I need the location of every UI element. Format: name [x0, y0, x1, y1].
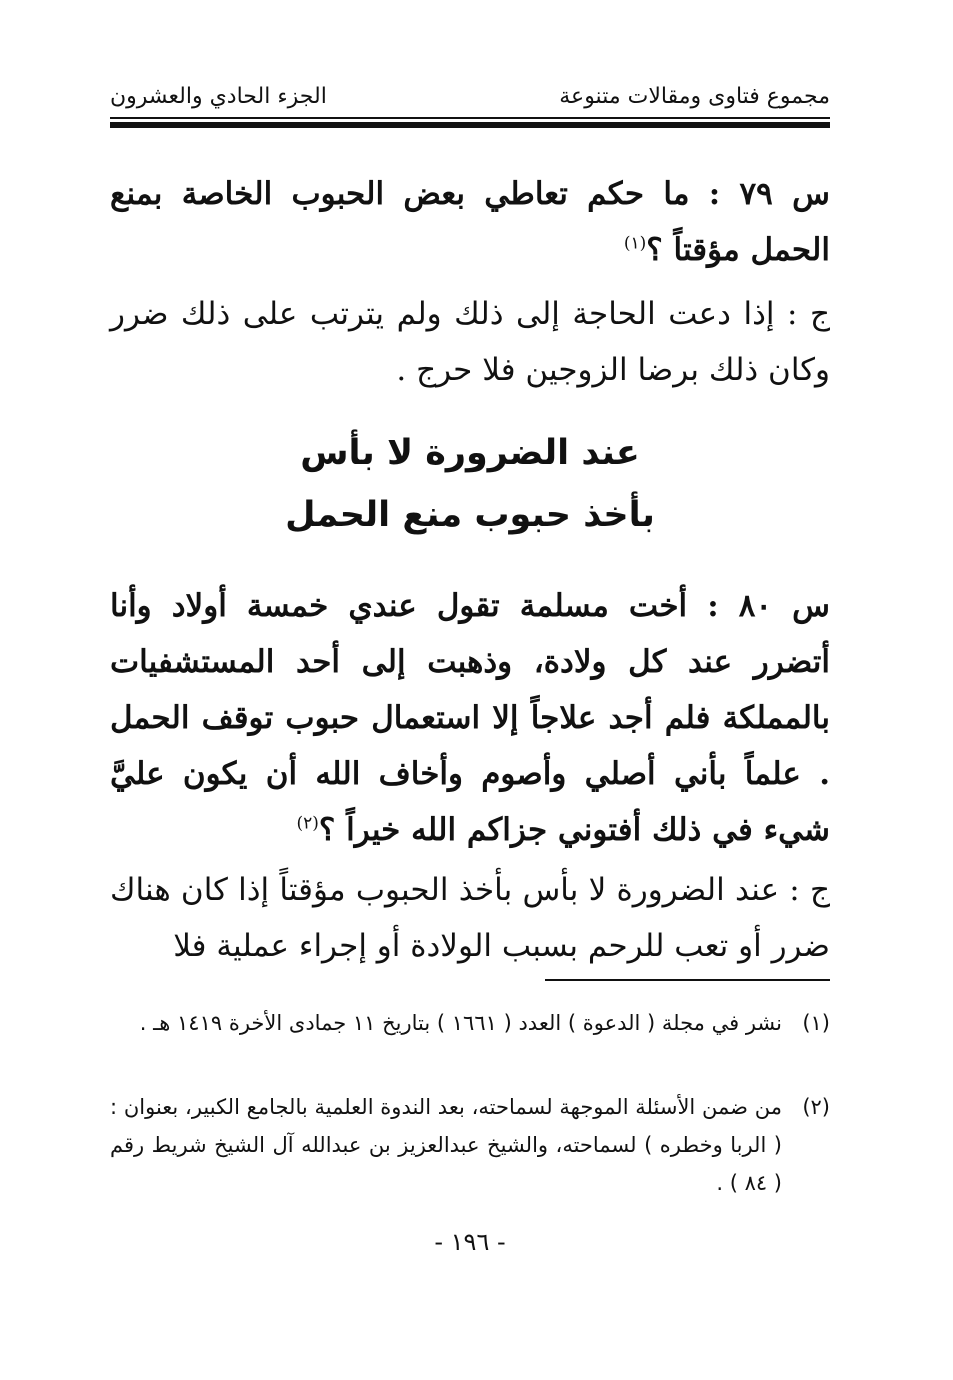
running-header — [110, 84, 830, 120]
footnote-2 — [110, 1088, 830, 1202]
footnote-1 — [110, 1004, 830, 1042]
question-79 — [110, 166, 830, 278]
book-title: مجموع فتاوى ومقالات متنوعة — [559, 84, 830, 109]
section-title-line-2: بأخذ حبوب منع الحمل — [285, 495, 655, 535]
question-80 — [110, 578, 830, 858]
question-80-text: س ٨٠ : أخت مسلمة تقول عندي خمسة أولاد وأنا أتضرر عند كل ولادة، وذهبت إلى أحد المستشفيات بالمملكة فلم أجد علاجاً إلا استعمال حبوب توقف الحمل . علماً بأني أصلي وأصوم وأخاف الله أن يكون عليَّ شيء في ذلك أفتوني جزاكم الله خيراً ؟ — [110, 588, 830, 848]
section-title — [110, 422, 830, 546]
header-rule-thick — [110, 122, 830, 128]
answer-79: ج : إذا دعت الحاجة إلى ذلك ولم يترتب على ذلك ضرر وكان ذلك برضا الزوجين فلا حرج . — [110, 296, 830, 388]
section-title-line-1: عند الضرورة لا بأس — [300, 433, 640, 473]
footnote-1-text: نشر في مجلة ( الدعوة ) العدد ( ١٦٦١ ) بتاريخ ١١ جمادى الأخرة ١٤١٩ هـ . — [139, 1011, 782, 1035]
footnote-ref-1: (١) — [623, 233, 647, 254]
question-80-block — [110, 578, 830, 974]
volume-label: الجزء الحادي والعشرون — [110, 84, 327, 109]
question-79-text: س ٧٩ : ما حكم تعاطي بعض الحبوب الخاصة بمنع الحمل مؤقتاً ؟ — [110, 176, 830, 268]
footnote-separator — [545, 979, 830, 981]
footnote-2-text: من ضمن الأسئلة الموجهة لسماحته، بعد الندوة العلمية بالجامع الكبير، بعنوان : ( الربا وخطره ) لسماحته، والشيخ عبدالعزيز بن عبدالله آل الشيخ شريط رقم ( ٨٤ ) . — [110, 1095, 782, 1195]
footnote-ref-2: (٢) — [296, 813, 319, 834]
page-number: - ١٩٦ - — [434, 1228, 506, 1256]
question-79-block — [110, 166, 830, 398]
footnote-2-number: (٢) — [802, 1095, 830, 1119]
answer-80: ج : عند الضرورة لا بأس بأخذ الحبوب مؤقتاً إذا كان هناك ضرر أو تعب للرحم بسبب الولادة أو إجراء عملية فلا — [110, 872, 830, 964]
footnote-1-number: (١) — [802, 1011, 830, 1035]
header-rule-thin — [110, 117, 830, 119]
